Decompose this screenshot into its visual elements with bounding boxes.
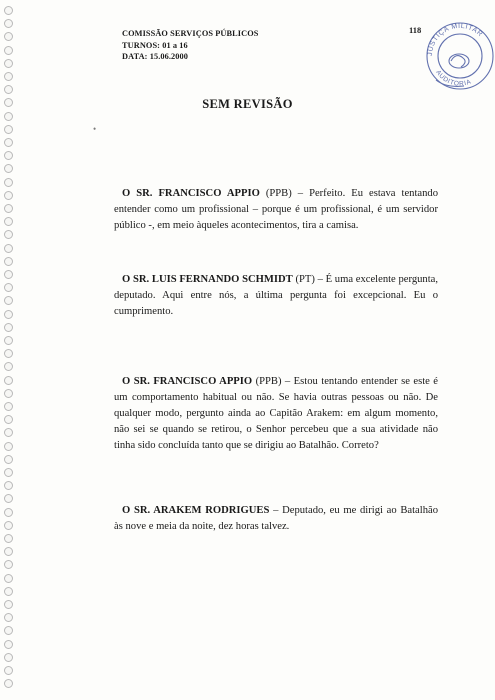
binder-hole [4, 204, 13, 213]
binder-hole [4, 270, 13, 279]
svg-text:AUDITORIA [434, 69, 472, 88]
speaker-name: O SR. FRANCISCO APPIO [122, 188, 260, 199]
binder-hole [4, 534, 13, 543]
binder-hole [4, 653, 13, 662]
binder-hole [4, 125, 13, 134]
binder-hole [4, 547, 13, 556]
document-header [122, 28, 258, 63]
binder-hole [4, 151, 13, 160]
binder-hole [4, 336, 13, 345]
speaker-name: O SR. ARAKEM RODRIGUES [122, 505, 270, 516]
page-number: 118 [409, 25, 422, 35]
binder-hole [4, 323, 13, 332]
stamp-ring-top: JUSTIÇA MILITAR [426, 22, 484, 57]
binder-hole [4, 640, 13, 649]
speech-text: – Deputado, eu me dirigi ao Batalhão às nove e meia da noite, dez horas talvez. [114, 505, 438, 532]
binder-hole [4, 72, 13, 81]
speech-text: (PT) – É uma excelente pergunta, deputado. Aqui entre nós, a última pergunta foi excepcional. Eu o cumprimento. [114, 274, 439, 317]
transcript-paragraph-1 [114, 186, 438, 234]
binder-hole [4, 59, 13, 68]
stamp-ring-bottom: AUDITORIA [434, 69, 473, 88]
binder-hole [4, 626, 13, 635]
binder-hole [4, 46, 13, 55]
binder-hole [4, 442, 13, 451]
binder-hole [4, 521, 13, 530]
binder-hole [4, 560, 13, 569]
binder-hole [4, 138, 13, 147]
binder-hole [4, 296, 13, 305]
binder-hole [4, 613, 13, 622]
binder-hole [4, 244, 13, 253]
header-shifts: TURNOS: 01 a 16 [122, 40, 188, 50]
binder-hole [4, 428, 13, 437]
binder-hole [4, 257, 13, 266]
transcript-paragraph-3 [114, 374, 438, 454]
binder-hole [4, 468, 13, 477]
binder-hole [4, 349, 13, 358]
binder-hole [4, 362, 13, 371]
binder-hole [4, 217, 13, 226]
binder-hole [4, 178, 13, 187]
header-commission: COMISSÃO SERVIÇOS PÚBLICOS [122, 29, 259, 38]
binder-hole [4, 112, 13, 121]
binder-hole [4, 402, 13, 411]
binder-hole [4, 508, 13, 517]
binder-hole [4, 666, 13, 675]
page-title: SEM REVISÃO [202, 97, 293, 111]
binder-hole [4, 19, 13, 28]
speaker-name: O SR. LUIS FERNANDO SCHMIDT [122, 274, 293, 285]
binder-hole [4, 415, 13, 424]
binder-hole [4, 85, 13, 94]
binder-hole [4, 389, 13, 398]
binder-hole [4, 587, 13, 596]
binder-hole [4, 32, 13, 41]
official-stamp-icon [418, 14, 495, 104]
binder-hole [4, 230, 13, 239]
binder-hole [4, 376, 13, 385]
binder-hole [4, 283, 13, 292]
speech-text: (PPB) – Perfeito. Eu estava tentando entender como um profissional – porque é um profissional, é um servidor público -, em meio àqueles acontecimentos, tira a camisa. [114, 188, 438, 231]
header-date: DATA: 15.06.2000 [122, 52, 189, 61]
binder-hole [4, 679, 13, 688]
binder-hole [4, 164, 13, 173]
speaker-name: O SR. FRANCISCO APPIO [122, 376, 253, 387]
binder-hole [4, 310, 13, 319]
binder-hole [4, 481, 13, 490]
binder-hole [4, 6, 13, 15]
binder-hole [4, 455, 13, 464]
speech-text: (PPB) – Estou tentando entender se este é um comportamento habitual ou não. Se havia outras pessoas ou não. De qualquer modo, pergunto ainda ao Capitão Arakem: em algum momento, não sei se quando se retirou, o Senhor percebeu que a sua atividade não tinha sido concluída tanto que se dirigiu ao Batalhão. Correto? [114, 376, 438, 451]
binder-hole [4, 191, 13, 200]
scan-speck-mark: • [93, 124, 97, 134]
binder-hole [4, 494, 13, 503]
transcript-paragraph-2 [114, 272, 438, 320]
transcript-paragraph-4 [114, 503, 438, 535]
binder-hole [4, 574, 13, 583]
binder-hole [4, 600, 13, 609]
